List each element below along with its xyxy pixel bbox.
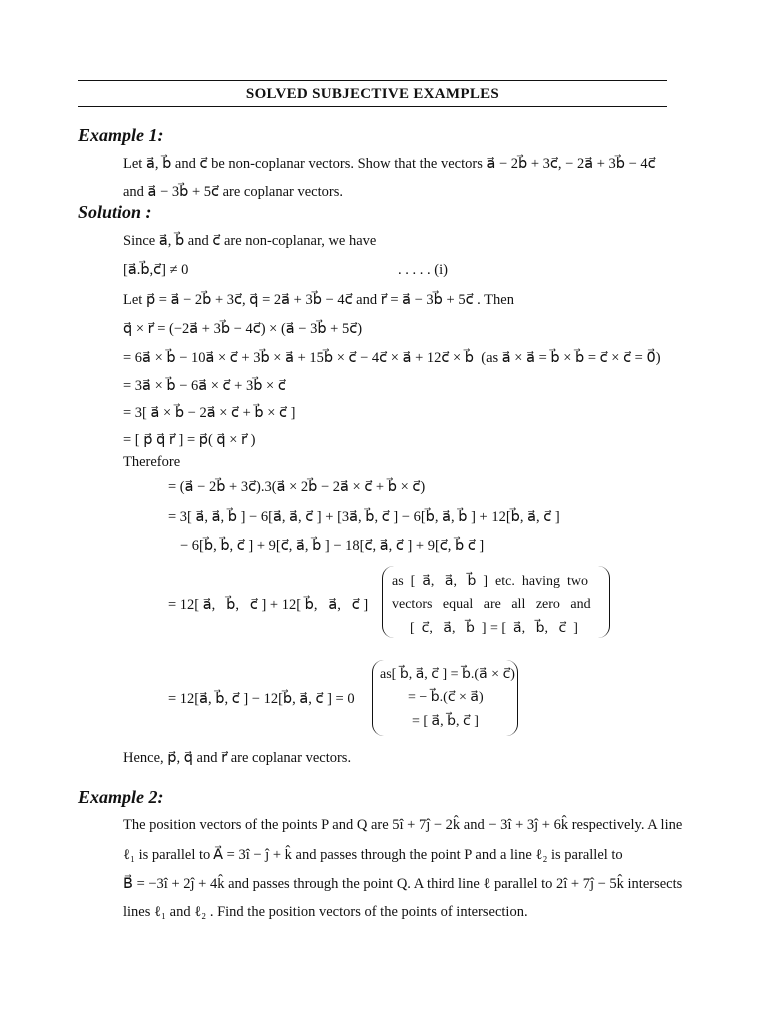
example-2-heading: Example 2: <box>78 787 164 807</box>
example-2-line: The position vectors of the points P and Q are 5î + 7ĵ − 2k̂ and − 3î + 3ĵ + 6k̂ respectively. A line <box>123 817 683 833</box>
solution-line: = 12[a⃗, b⃗, c⃗ ] − 12[b⃗, a⃗, c⃗ ] = 0 <box>168 691 355 707</box>
solution-line: = 3[ a⃗ × b⃗ − 2a⃗ × c⃗ + b⃗ × c⃗ ] <box>123 405 296 421</box>
example-1-heading: Example 1: <box>78 125 164 145</box>
example-2-line: B⃗ = −3î + 2ĵ + 4k̂ and passes through the point Q. A third line ℓ parallel to 2î + 7ĵ − 5k̂ intersects <box>123 876 683 892</box>
solution-line: = (a⃗ − 2b⃗ + 3c⃗).3(a⃗ × 2b⃗ − 2a⃗ × c⃗ + b⃗ × c⃗) <box>168 479 426 495</box>
note-1-line: [ c⃗, a⃗, b⃗ ] = [ a⃗, b⃗, c⃗ ] <box>410 621 578 636</box>
solution-line: = 12[ a⃗, b⃗, c⃗ ] + 12[ b⃗, a⃗, c⃗ ] <box>168 597 369 613</box>
note-2-line: = [ a⃗, b⃗, c⃗ ] <box>412 714 479 729</box>
example-2-line: ℓ₁ is parallel to A⃗ = 3î − ĵ + k̂ and passes through the point P and a line ℓ₂ is parallel to <box>123 847 623 863</box>
solution-line: Since a⃗, b⃗ and c⃗ are non-coplanar, we have <box>123 233 377 249</box>
solution-line: [a⃗.b⃗,c⃗] ≠ 0 <box>123 262 189 278</box>
note-2-line: as[ b⃗, a⃗, c⃗ ] = b⃗.(a⃗ × c⃗) <box>380 667 515 682</box>
solution-conclusion: Hence, p⃗, q⃗ and r⃗ are coplanar vectors. <box>123 750 352 766</box>
section-title: SOLVED SUBJECTIVE EXAMPLES <box>245 86 500 102</box>
title-underline <box>78 106 667 107</box>
note-1-line: as [ a⃗, a⃗, b⃗ ] etc. having two <box>392 574 588 589</box>
solution-line: = [ p⃗ q⃗ r⃗ ] = p⃗( q⃗ × r⃗ ) <box>123 432 256 448</box>
example-1-problem-line-1: Let a⃗, b⃗ and c⃗ be non-coplanar vectors. Show that the vectors a⃗ − 2b⃗ + 3c⃗, − 2a⃗ + 3b⃗ − 4c⃗ <box>123 156 656 172</box>
top-rule <box>78 80 667 81</box>
solution-line: Therefore <box>123 454 181 470</box>
example-1-problem-line-2: and a⃗ − 3b⃗ + 5c⃗ are coplanar vectors. <box>123 184 343 200</box>
solution-line: q⃗ × r⃗ = (−2a⃗ + 3b⃗ − 4c⃗) × (a⃗ − 3b⃗ + 5c⃗) <box>123 321 363 337</box>
equation-label: . . . . . (i) <box>398 262 448 278</box>
note-2-line: = − b⃗.(c⃗ × a⃗) <box>408 690 484 705</box>
note-1-line: vectors equal are all zero and <box>392 597 591 612</box>
solution-line: Let p⃗ = a⃗ − 2b⃗ + 3c⃗, q⃗ = 2a⃗ + 3b⃗ − 4c⃗ and r⃗ = a⃗ − 3b⃗ + 5c⃗ . Then <box>123 292 514 308</box>
solution-line: − 6[b⃗, b⃗, c⃗ ] + 9[c⃗, a⃗, b⃗ ] − 18[c⃗, a⃗, c⃗ ] + 9[c⃗, b⃗ c⃗ ] <box>180 538 485 554</box>
solution-heading: Solution : <box>78 202 152 222</box>
solution-line: = 3a⃗ × b⃗ − 6a⃗ × c⃗ + 3b⃗ × c⃗ <box>123 378 286 394</box>
solution-line: = 6a⃗ × b⃗ − 10a⃗ × c⃗ + 3b⃗ × a⃗ + 15b⃗ × c⃗ − 4c⃗ × a⃗ + 12c⃗ × b⃗ (as a⃗ × a⃗ = b⃗ × b⃗ = c⃗ × c⃗ = 0⃗) <box>123 350 661 366</box>
example-2-line: lines ℓ₁ and ℓ₂ . Find the position vectors of the points of intersection. <box>123 904 528 920</box>
solution-line: = 3[ a⃗, a⃗, b⃗ ] − 6[a⃗, a⃗, c⃗ ] + [3a⃗, b⃗, c⃗ ] − 6[b⃗, a⃗, b⃗ ] + 12[b⃗, a⃗, c⃗ ] <box>168 509 560 525</box>
